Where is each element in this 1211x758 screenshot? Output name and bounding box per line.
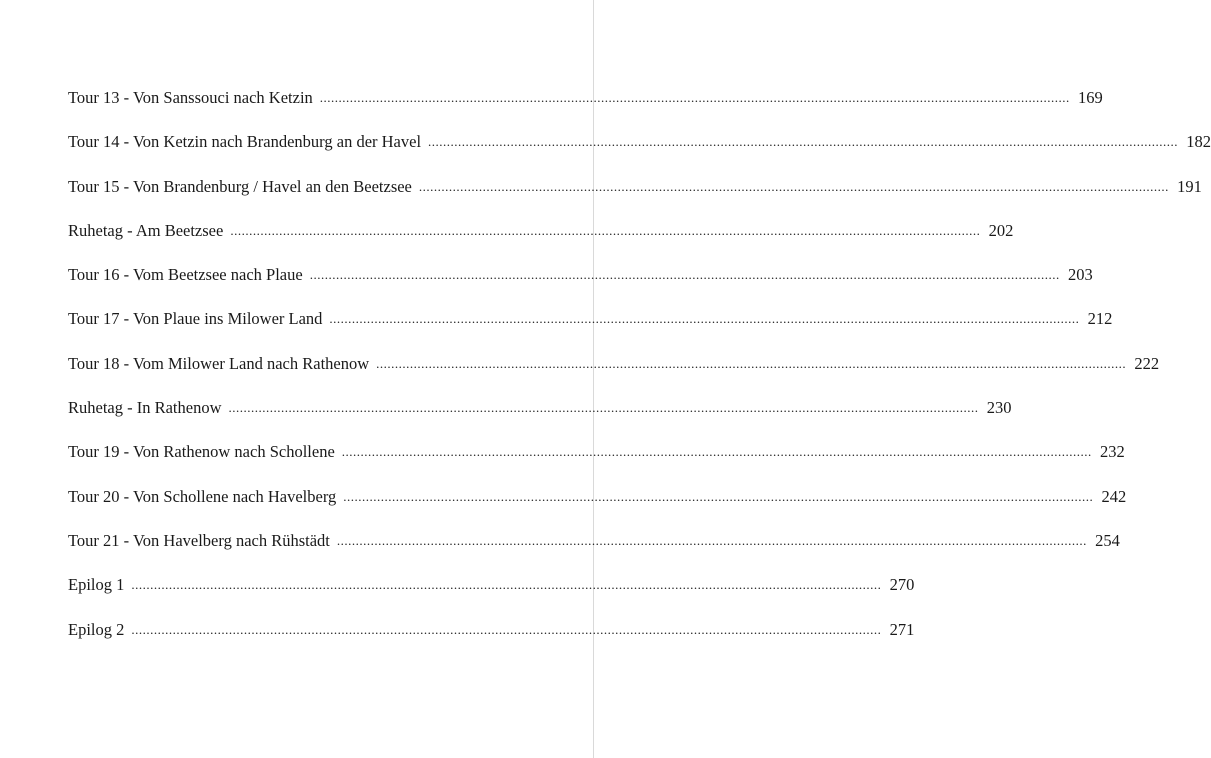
toc-entry-page: 254 [1095, 530, 1120, 550]
toc-entry-title: Tour 16 - Vom Beetzsee nach Plaue [68, 265, 303, 285]
toc-dot-leader: ........................................................................................................................................................................................................ [343, 488, 1094, 504]
toc-entry-title: Tour 13 - Von Sanssouci nach Ketzin [68, 88, 313, 107]
toc-entry-title: Ruhetag - Am Beetzsee [68, 220, 224, 240]
toc-entry-page: 222 [1134, 353, 1160, 373]
toc-entry-page: 232 [1100, 442, 1125, 462]
toc-entry [68, 529, 1120, 573]
page-edge-line [593, 0, 594, 758]
toc-entry [68, 396, 1012, 440]
toc-entry-page: 202 [988, 220, 1014, 240]
toc-entry [68, 440, 1125, 484]
toc-entry [68, 618, 915, 662]
toc-dot-leader: ........................................................................................................................................................................................................ [228, 400, 979, 416]
table-of-contents [68, 86, 1211, 662]
toc-entry-title: Tour 19 - Von Rathenow nach Schollene [68, 442, 335, 462]
toc-entry-title: Tour 15 - Von Brandenburg / Havel an den Beetzsee [68, 176, 412, 196]
toc-entry [68, 86, 1103, 130]
toc-entry-title: Tour 14 - Von Ketzin nach Brandenburg an der Havel [68, 132, 422, 152]
toc-entry-title: Tour 21 - Von Havelberg nach Rühstädt [68, 530, 330, 550]
toc-entry [68, 219, 1014, 263]
toc-dot-leader: ........................................................................................................................................................................................................ [336, 532, 1087, 548]
toc-entry-title: Tour 17 - Von Plaue ins Milower Land [68, 309, 323, 329]
toc-entry-title: Tour 20 - Von Schollene nach Havelberg [68, 486, 337, 506]
toc-entry [68, 485, 1127, 529]
toc-entry [68, 263, 1093, 307]
toc-entry [68, 175, 1202, 219]
toc-dot-leader: ........................................................................................................................................................................................................ [131, 577, 882, 593]
toc-entry-page: 242 [1101, 486, 1127, 506]
toc-dot-leader: ........................................................................................................................................................................................................ [329, 311, 1080, 327]
toc-entry-page: 230 [986, 398, 1012, 418]
toc-entry [68, 130, 1211, 174]
toc-dot-leader: ........................................................................................................................................................................................................ [376, 355, 1127, 371]
toc-entry-page: 271 [889, 619, 915, 639]
toc-dot-leader: ........................................................................................................................................................................................................ [418, 178, 1169, 194]
toc-entry-page: 191 [1177, 176, 1202, 196]
toc-entry-title: Epilog 1 [68, 575, 125, 595]
toc-dot-leader: ........................................................................................................................................................................................................ [428, 134, 1179, 150]
toc-entry-title: Tour 18 - Vom Milower Land nach Rathenow [68, 353, 370, 373]
toc-entry-page: 203 [1067, 265, 1093, 285]
toc-entry-page: 169 [1078, 88, 1103, 107]
toc-dot-leader: ........................................................................................................................................................................................................ [230, 222, 981, 238]
toc-entry-page: 270 [889, 575, 915, 595]
toc-entry-title: Ruhetag - In Rathenow [68, 398, 222, 418]
toc-dot-leader: ........................................................................................................................................................................................................ [309, 267, 1060, 283]
toc-entry [68, 307, 1113, 351]
toc-dot-leader: ........................................................................................................................................................................................................ [341, 444, 1092, 460]
toc-entry-page: 212 [1087, 309, 1113, 329]
toc-entry [68, 573, 915, 617]
toc-dot-leader: ........................................................................................................................................................................................................ [319, 90, 1070, 105]
toc-entry [68, 352, 1160, 396]
toc-entry-title: Epilog 2 [68, 619, 125, 639]
toc-entry-page: 182 [1186, 132, 1211, 152]
toc-dot-leader: ........................................................................................................................................................................................................ [131, 621, 882, 637]
